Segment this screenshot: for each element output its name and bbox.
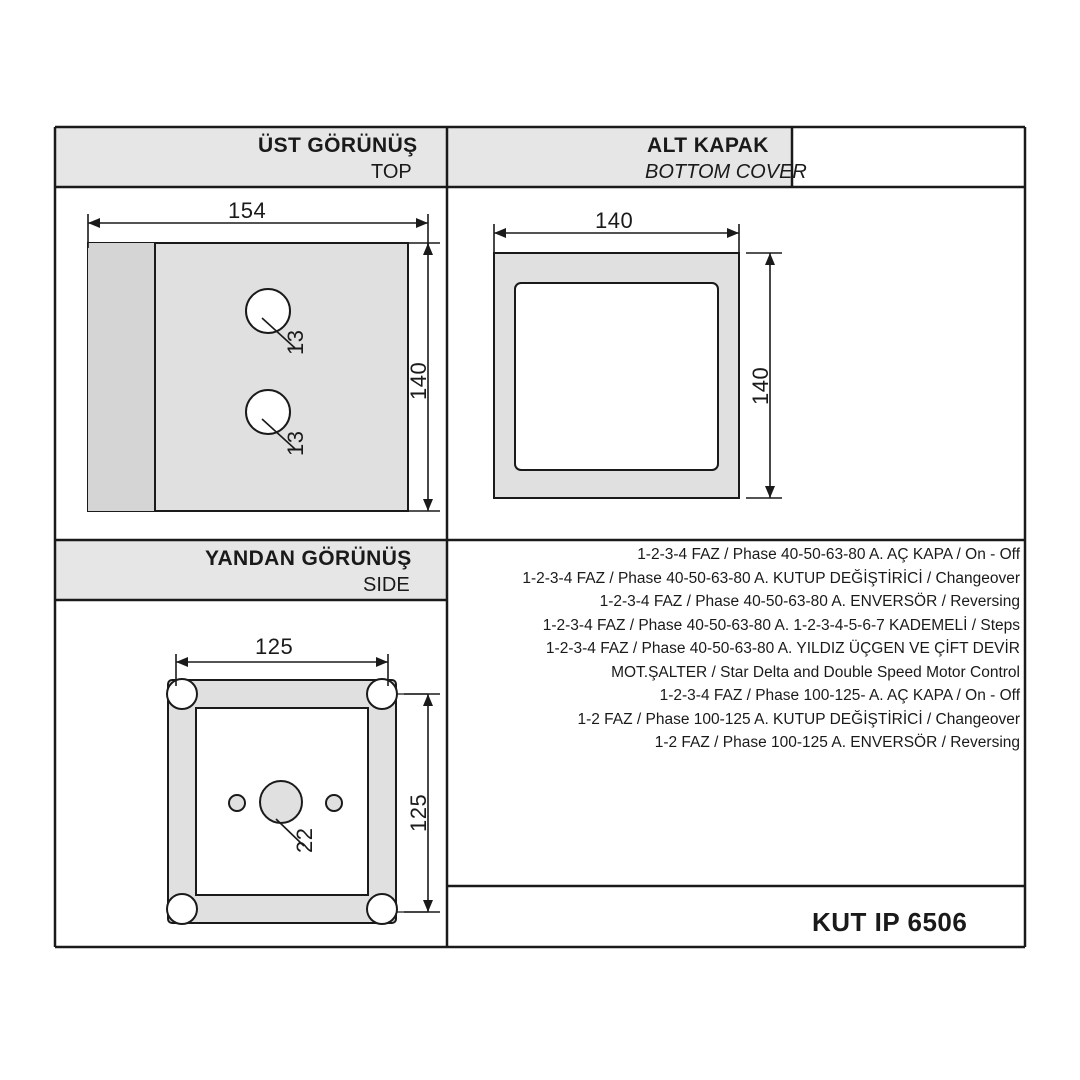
top-view-height-dimension: 140 <box>406 361 431 400</box>
side-view-title-en: SIDE <box>363 574 410 596</box>
top-view-title-tr: ÜST GÖRÜNÜŞ <box>258 134 418 157</box>
spec-line: MOT.ŞALTER / Star Delta and Double Speed Motor Control <box>611 663 1020 681</box>
spec-line: 1-2 FAZ / Phase 100-125 A. ENVERSÖR / Reversing <box>654 734 1020 751</box>
specification-list <box>460 543 1020 755</box>
side-view-geometry <box>167 654 440 924</box>
bottom-cover-title-en: BOTTOM COVER <box>645 161 807 183</box>
spec-line: 1-2-3-4 FAZ / Phase 100-125- A. AÇ KAPA / On - Off <box>659 687 1020 704</box>
spec-line: 1-2-3-4 FAZ / Phase 40-50-63-80 A. YILDIZ ÜÇGEN VE ÇİFT DEVİR <box>545 640 1020 657</box>
side-view-width-dimension: 125 <box>255 634 294 659</box>
bottom-cover-height-dimension: 140 <box>748 366 773 405</box>
bottom-cover-geometry <box>494 224 782 498</box>
side-view-height-dimension: 125 <box>406 793 431 832</box>
bottom-cover-title-tr: ALT KAPAK <box>647 134 769 157</box>
product-code: KUT IP 6506 <box>812 907 968 937</box>
spec-line: 1-2 FAZ / Phase 100-125 A. KUTUP DEĞİŞTİRİCİ / Changeover <box>577 710 1020 728</box>
top-view-title-en: TOP <box>371 161 412 183</box>
top-view-hole1-dimension: 13 <box>283 329 308 355</box>
top-view-width-dimension: 154 <box>228 198 267 223</box>
spec-line: 1-2-3-4 FAZ / Phase 40-50-63-80 A. 1-2-3-4-5-6-7 KADEMELİ / Steps <box>542 616 1020 634</box>
side-view-hole-dimension: 22 <box>292 827 317 853</box>
bottom-cover-width-dimension: 140 <box>595 208 634 233</box>
top-view-hole2-dimension: 13 <box>283 430 308 456</box>
side-view-title-tr: YANDAN GÖRÜNÜŞ <box>205 547 412 570</box>
spec-line: 1-2-3-4 FAZ / Phase 40-50-63-80 A. AÇ KAPA / On - Off <box>637 546 1020 563</box>
spec-line: 1-2-3-4 FAZ / Phase 40-50-63-80 A. KUTUP DEĞİŞTİRİCİ / Changeover <box>522 569 1020 587</box>
top-view-geometry <box>88 214 440 511</box>
spec-line: 1-2-3-4 FAZ / Phase 40-50-63-80 A. ENVERSÖR / Reversing <box>599 593 1020 610</box>
